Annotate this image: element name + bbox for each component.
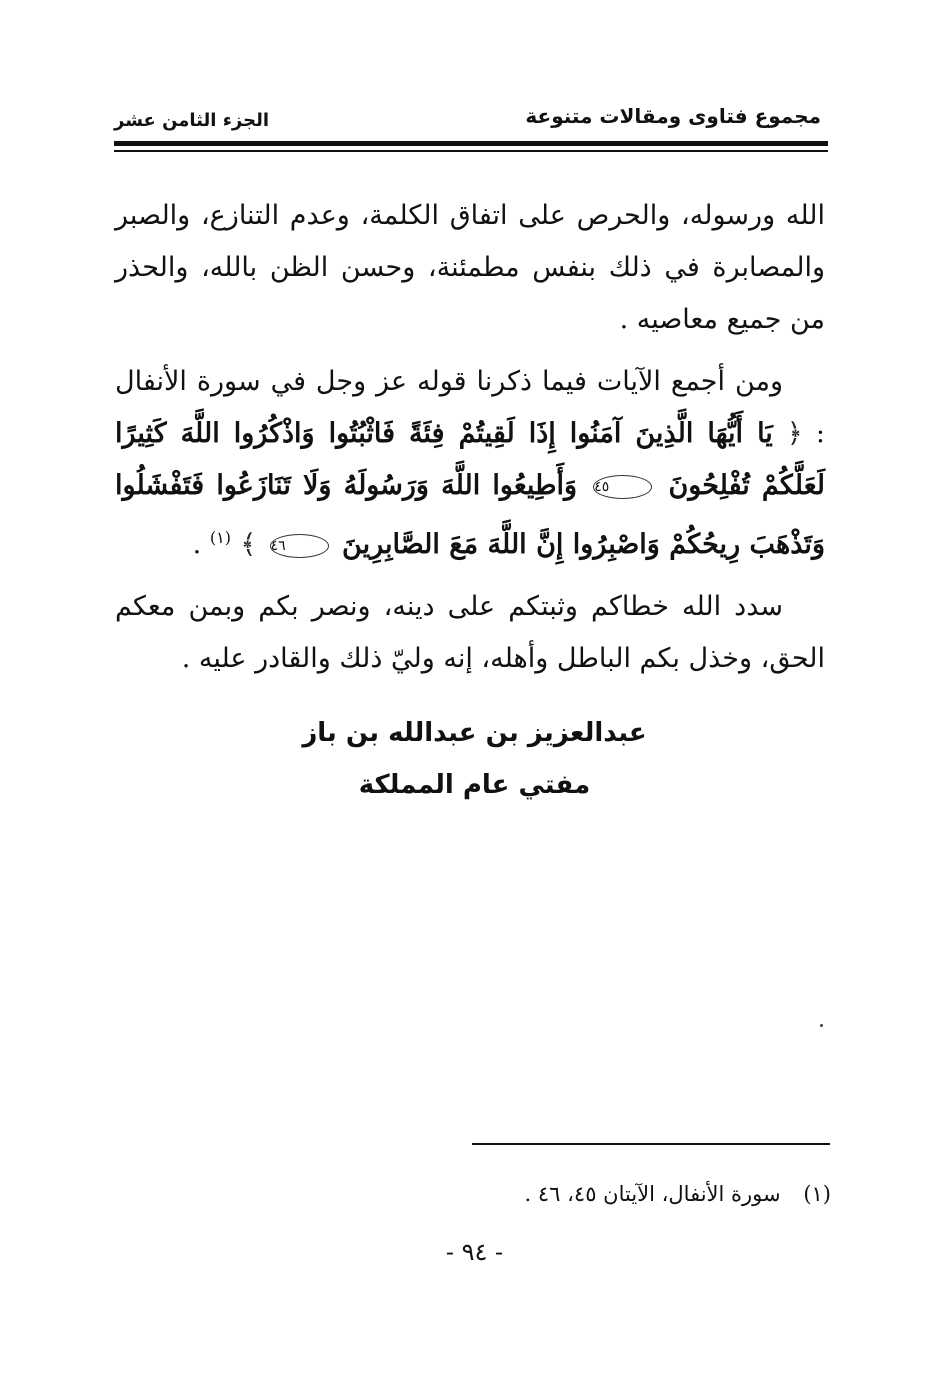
footnote-separator — [472, 1143, 830, 1145]
quran-close-bracket: ﴾ — [240, 529, 257, 560]
footnote-mark: (١) — [803, 1182, 831, 1206]
quran-verse-46: وَأَطِيعُوا اللَّهَ وَرَسُولَهُ وَلَا تَنَازَعُوا فَتَفْشَلُوا وَتَذْهَبَ رِيحُكُمْ وَاصْبِرُوا إِنَّ اللَّهَ مَعَ الصَّابِرِينَ — [115, 470, 825, 560]
paragraph-2 — [115, 356, 825, 571]
ayah-number-45: ٤٥ — [593, 475, 652, 499]
page-number: - ٩٤ - — [445, 1238, 504, 1266]
header-rule-thin — [114, 150, 828, 152]
paragraph-2-end: . — [192, 529, 202, 560]
footnote-text: سورة الأنفال، الآيتان ٤٥، ٤٦ . — [524, 1182, 781, 1206]
paragraph-2-intro: ومن أجمع الآيات فيما ذكرنا قوله عز وجل في سورة الأنفال : — [115, 366, 825, 449]
running-header-part: الجزء الثامن عشر — [114, 110, 270, 131]
paragraph-3: سدد الله خطاكم وثبتكم على دينه، ونصر بكم وبمن معكم الحق، وخذل بكم الباطل وأهله، إنه وليّ ذلك والقادر عليه . — [115, 591, 825, 674]
signature-title: مفتي عام المملكة — [358, 770, 591, 800]
body-text — [115, 190, 825, 685]
ayah-number-46: ٤٦ — [270, 534, 329, 558]
signature-name: عبدالعزيز بن عبدالله بن باز — [302, 718, 647, 748]
footnote — [525, 1182, 831, 1206]
footnote-reference: (١) — [209, 528, 231, 547]
quran-open-bracket: ﴿ — [786, 418, 803, 449]
quran-verse-45: يَا أَيُّهَا الَّذِينَ آمَنُوا إِذَا لَقِيتُمْ فِئَةً فَاثْبُتُوا وَاذْكُرُوا اللَّهَ كَثِيرًا لَعَلَّكُمْ تُفْلِحُونَ — [115, 418, 825, 501]
scan-speck — [820, 1024, 823, 1027]
running-header-book-title: مجموع فتاوى ومقالات متنوعة — [525, 104, 821, 128]
header-rule-thick — [114, 141, 828, 146]
paragraph-1: الله ورسوله، والحرص على اتفاق الكلمة، وعدم التنازع، والصبر والمصابرة في ذلك بنفس مطمئنة، وحسن الظن بالله، والحذر من جميع معاصيه . — [115, 200, 825, 335]
